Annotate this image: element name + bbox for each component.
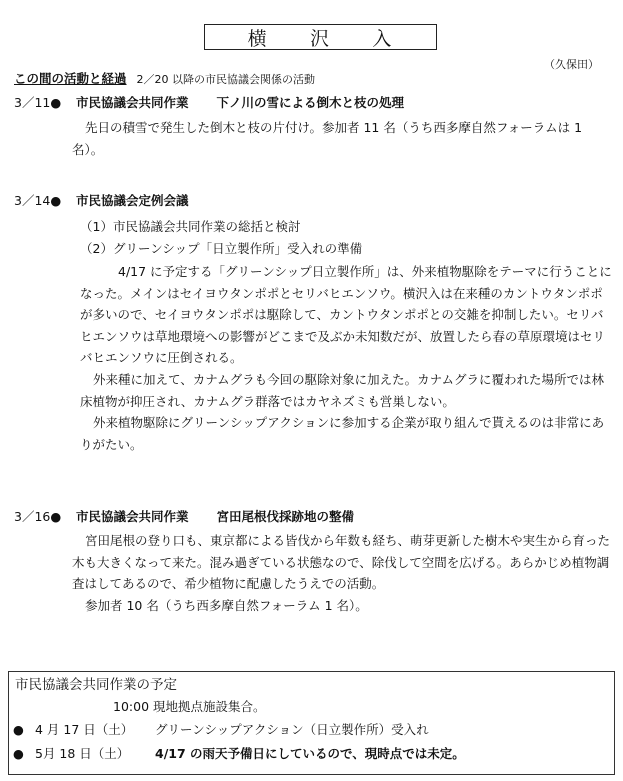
- title-char: 入: [372, 27, 394, 50]
- schedule-time: 10:00 現地拠点施設集合。: [113, 699, 266, 714]
- activity-date: 3／14●: [14, 193, 62, 208]
- agenda-item: （1）市民協議会共同作業の総括と検討: [80, 219, 301, 234]
- activity-paragraph: 4/17 に予定する「グリーンシップ日立製作所」は、外来植物駆除をテーマに行うことになった。メインはセイヨウタンポポとセリバヒエンソウ。横沢入は在来種のカントウタンポポが多いので、セイヨウタンポポは駆除して、カントウタンポポとの交雑を抑制したい。セリバヒエンソウは草地環境への影響がどこまで及ぶか未知数だが、放置したら春の草原環境はセリバヒエンソウに圧倒される。: [80, 264, 612, 365]
- activity-date: 3／11●: [14, 95, 62, 110]
- activity-paragraph: 先日の積雪で発生した倒木と枝の片付け。参加者 11 名（うち西多摩自然フォーラムは 1 名）。: [72, 120, 583, 157]
- bullet-icon: ●: [13, 746, 24, 761]
- activity-topic: 宮田尾根伐採跡地の整備: [216, 509, 355, 524]
- activity-date: 3／16●: [14, 509, 62, 524]
- schedule-heading: 市民協議会共同作業の予定: [15, 677, 177, 693]
- schedule-text: グリーンシップアクション（日立製作所）受入れ: [155, 722, 429, 737]
- activity-event: 市民協議会共同作業: [76, 509, 189, 524]
- section-heading: [14, 71, 315, 88]
- activity-header: [14, 193, 189, 209]
- activity-event: 市民協議会定例会議: [76, 193, 189, 208]
- agenda-item: （2）グリーンシップ「日立製作所」受入れの準備: [80, 241, 363, 256]
- schedule-box: [8, 671, 615, 775]
- schedule-item: [13, 722, 429, 738]
- schedule-text: 4/17 の雨天予備日にしているので、現時点では未定。: [155, 746, 465, 761]
- title-char: 沢: [309, 27, 331, 50]
- activity-paragraph: 参加者 10 名（うち西多摩自然フォーラム 1 名）。: [85, 598, 368, 613]
- section-title: この間の活動と経過: [14, 71, 127, 86]
- activity-paragraph: 宮田尾根の登り口も、東京都による皆伐から年数も経ち、萌芽更新した樹木や実生から育った木も大きくなって来た。混み過ぎている状態なので、除伐して空間を広げる。あらかじめ植物調査はしてあるので、希少植物に配慮したうえでの活動。: [72, 533, 611, 591]
- bullet-icon: ●: [13, 722, 24, 737]
- schedule-date: 5月 18 日（土）: [35, 746, 130, 761]
- author: （久保田）: [544, 58, 599, 71]
- schedule-item: [13, 746, 465, 762]
- schedule-date: 4 月 17 日（土）: [35, 722, 134, 737]
- page-title: [204, 24, 437, 50]
- activity-paragraph: 外来種に加えて、カナムグラも今回の駆除対象に加えた。カナムグラに覆われた場所では林床植物が抑圧され、カナムグラ群落ではカヤネズミも営巣しない。: [80, 372, 605, 409]
- activity-header: [14, 509, 354, 525]
- activity-paragraph: 外来植物駆除にグリーンシップアクションに参加する企業が取り組んで貰えるのは非常にありがたい。: [80, 415, 605, 452]
- activity-topic: 下ノ川の雪による倒木と枝の処理: [216, 95, 405, 110]
- activity-header: [14, 95, 404, 111]
- section-subtitle: 2／20 以降の市民協議会関係の活動: [136, 73, 316, 86]
- title-char: 横: [247, 27, 269, 50]
- activity-event: 市民協議会共同作業: [76, 95, 189, 110]
